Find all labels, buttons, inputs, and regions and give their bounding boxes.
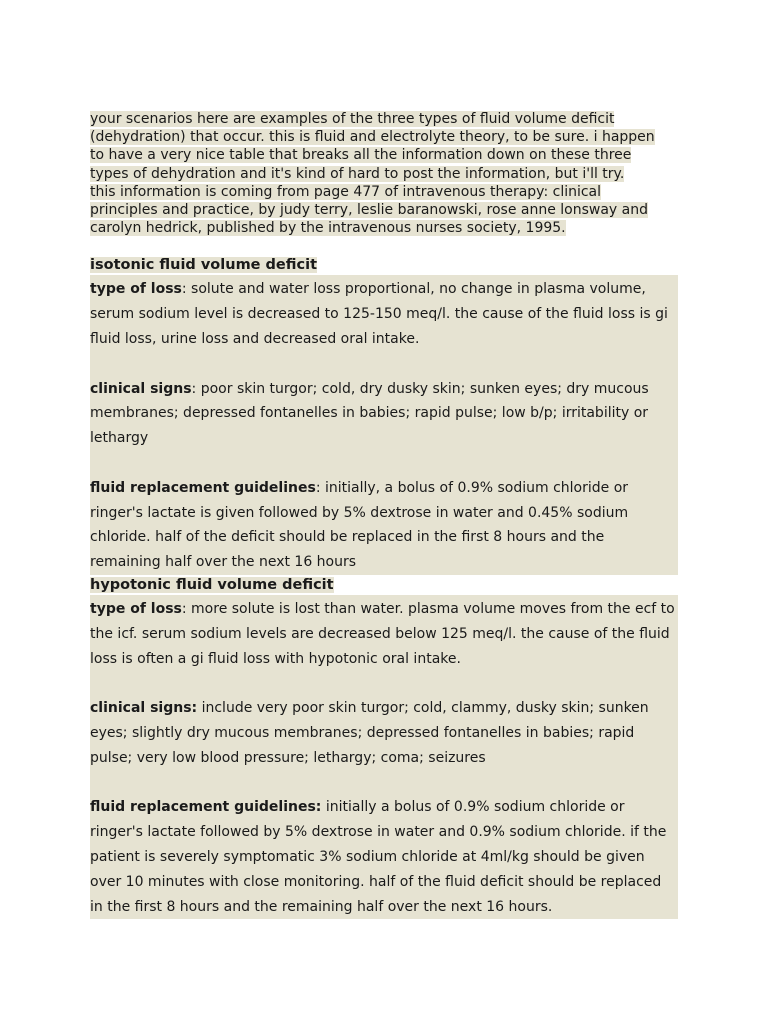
fluid-replacement-label: fluid replacement guidelines: — [90, 799, 322, 816]
isotonic-section — [90, 275, 678, 575]
clinical-signs-label: clinical signs — [90, 380, 192, 397]
intro-line: (dehydration) that occur. this is fluid and electrolyte theory, to be sure. i happen — [90, 129, 655, 146]
isotonic-fluid-replacement: fluid replacement guidelines: initially, a bolus of 0.9% sodium chloride or ringer's lactate is given followed by 5% dextrose in water and 0.45% sodium chloride. half of the deficit should be replaced in the first 8 hours and the remaining half over the next 16 hours — [90, 479, 629, 571]
hypotonic-clinical-signs: clinical signs: include very poor skin turgor; cold, clammy, dusky skin; sunken eyes; slightly dry mucous membranes; depressed fontanelles in babies; rapid pulse; very low blood pressure; lethargy; coma; seizures — [90, 700, 649, 766]
isotonic-heading: isotonic fluid volume deficit — [90, 257, 318, 274]
clinical-signs-label: clinical signs: — [90, 700, 198, 717]
intro-line: carolyn hedrick, published by the intravenous nurses society, 1995. — [90, 220, 566, 237]
hypotonic-section — [90, 595, 678, 919]
intro-line: to have a very nice table that breaks all the information down on these three — [90, 147, 632, 164]
intro-line: your scenarios here are examples of the three types of fluid volume deficit — [90, 111, 615, 127]
intro-paragraph — [90, 110, 680, 237]
hypotonic-type-of-loss: type of loss: more solute is lost than water. plasma volume moves from the ecf to the icf. serum sodium levels are decreased below 125 meq/l. the cause of the fluid loss is often a gi fluid loss with hypotonic oral intake. — [90, 600, 675, 667]
fluid-replacement-label: fluid replacement guidelines — [90, 479, 316, 496]
intro-line: types of dehydration and it's kind of hard to post the information, but i'll try. — [90, 165, 625, 182]
isotonic-clinical-signs: clinical signs: poor skin turgor; cold, dry dusky skin; sunken eyes; dry mucous membranes; depressed fontanelles in babies; rapid pulse; low b/p; irritability or lethargy — [90, 380, 649, 447]
intro-line: principles and practice, by judy terry, leslie baranowski, rose anne lonsway and — [90, 202, 648, 219]
type-of-loss-label: type of loss — [90, 600, 182, 617]
document-page — [90, 110, 680, 919]
hypotonic-fluid-replacement: fluid replacement guidelines: initially a bolus of 0.9% sodium chloride or ringer's lactate followed by 5% dextrose in water and 0.9% sodium chloride. if the patient is severely symptomatic 3% sodium chloride at 4ml/kg should be given over 10 minutes with close monitoring. half of the fluid deficit should be replaced in the first 8 hours and the remaining half over the next 16 hours. — [90, 799, 667, 915]
type-of-loss-label: type of loss — [90, 281, 182, 298]
isotonic-type-of-loss: type of loss: solute and water loss proportional, no change in plasma volume, serum sodium level is decreased to 125-150 meq/l. the cause of the fluid loss is gi fluid loss, urine loss and decreased oral intake. — [90, 281, 668, 348]
intro-line: this information is coming from page 477 of intravenous therapy: clinical — [90, 183, 602, 200]
hypotonic-heading: hypotonic fluid volume deficit — [90, 576, 334, 593]
